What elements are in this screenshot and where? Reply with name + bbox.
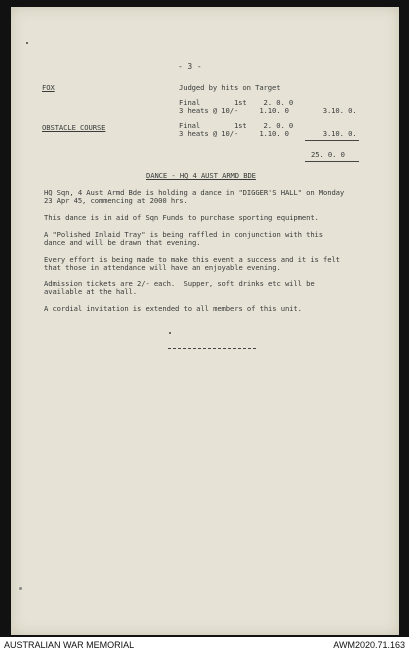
obstacle-heats-row: 3 heats @ 10/- 1.10. 0 3.10. 0.: [179, 129, 357, 138]
fox-heats-row: 3 heats @ 10/- 1.10. 0 3.10. 0.: [179, 106, 357, 115]
para-effort-line2: that those in attendance will have an enjoyable evening.: [44, 263, 281, 272]
edge-mark: [19, 587, 22, 590]
para-effort-line1: Every effort is being made to make this event a success and it is felt: [44, 255, 340, 264]
fox-final-row: Final 1st 2. 0. 0: [179, 98, 294, 107]
para-raffle-line2: dance and will be drawn that evening.: [44, 238, 201, 247]
para-raffle-line1: A "Polished Inlaid Tray" is being raffled in conjunction with this: [44, 230, 323, 239]
document-page: [11, 7, 399, 635]
total-rule-bottom: [305, 161, 359, 162]
para-dance-line1: HQ Sqn, 4 Aust Armd Bde is holding a dance in "DIGGER'S HALL" on Monday: [44, 188, 345, 197]
para-funds: This dance is in aid of Sqn Funds to purchase sporting equipment.: [44, 213, 319, 222]
fox-label: FOX: [42, 83, 55, 92]
obstacle-course-label: OBSTACLE COURSE: [42, 123, 106, 132]
full-stop-mark: [169, 332, 171, 334]
footer-bar: [0, 637, 409, 653]
grand-total: 25. 0. 0: [311, 150, 345, 159]
closing-rule: [168, 348, 256, 349]
footer-accession-number: AWM2020.71.163: [333, 640, 405, 650]
fox-judging-note: Judged by hits on Target: [179, 83, 281, 92]
para-admission-line1: Admission tickets are 2/- each. Supper, soft drinks etc will be: [44, 279, 315, 288]
para-dance-line2: 23 Apr 45, commencing at 2000 hrs.: [44, 196, 188, 205]
paper-mark: [26, 42, 28, 44]
obstacle-final-row: Final 1st 2. 0. 0: [179, 121, 294, 130]
footer-institution: AUSTRALIAN WAR MEMORIAL: [4, 640, 135, 650]
para-admission-line2: available at the hall.: [44, 287, 137, 296]
para-invitation: A cordial invitation is extended to all members of this unit.: [44, 304, 302, 313]
page-number: - 3 -: [178, 62, 202, 71]
total-rule-top: [305, 140, 359, 141]
dance-heading: DANCE - HQ 4 AUST ARMD BDE: [146, 171, 256, 180]
